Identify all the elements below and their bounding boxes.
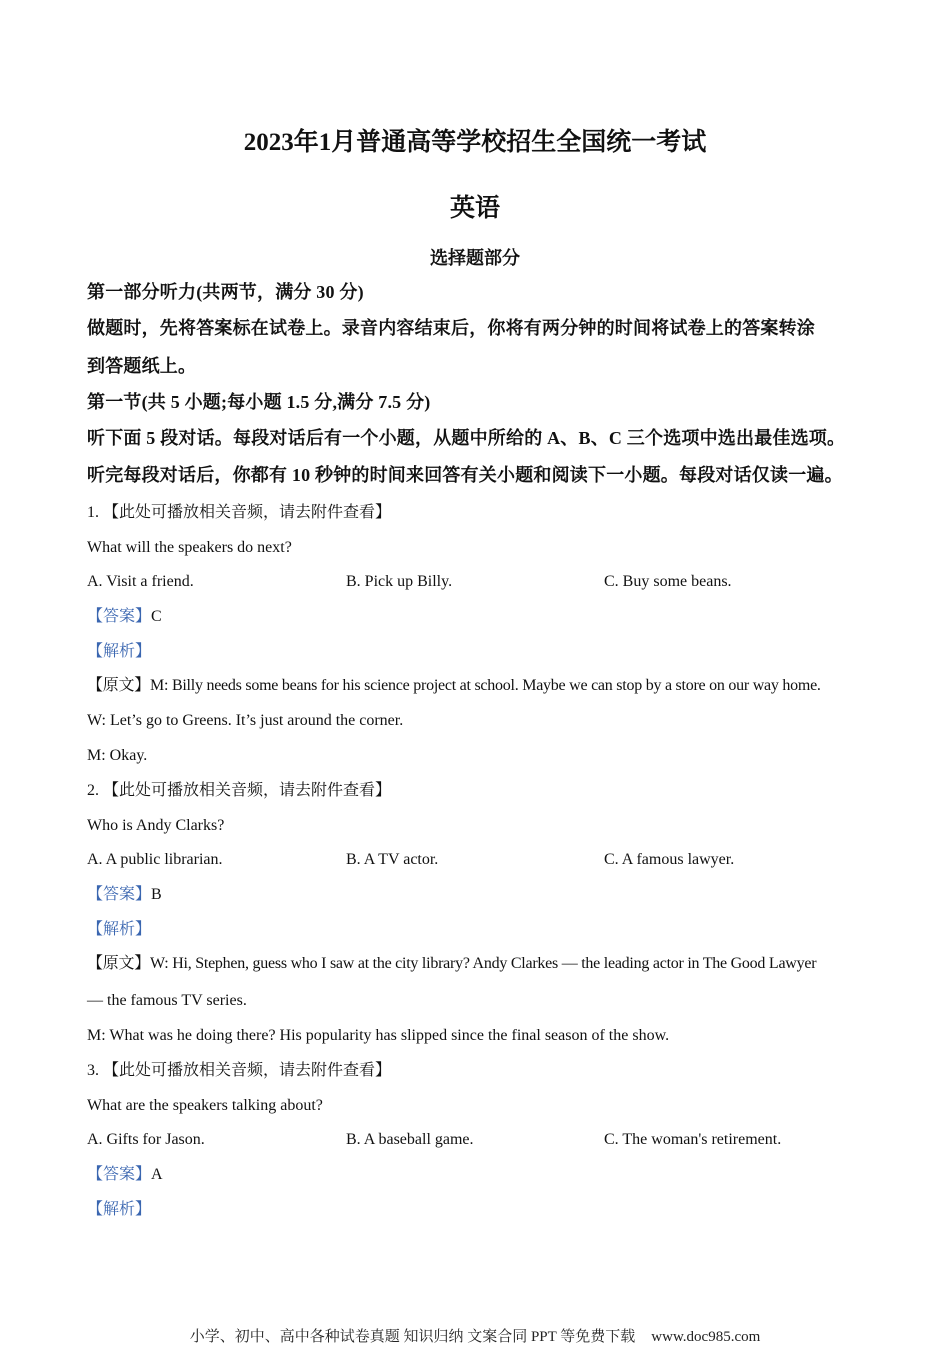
- question-2-header: [87, 781, 391, 801]
- subject-title: 英语: [449, 195, 500, 222]
- exam-title: 2023年1月普通高等学校招生全国统一考试: [243, 129, 707, 156]
- question-2-transcript-line-1: [87, 954, 816, 974]
- question-2-answer: [87, 885, 162, 905]
- question-1-transcript-line-1: [87, 676, 821, 696]
- section-title: 选择题部分: [430, 248, 520, 268]
- question-1-text: What will the speakers do next?: [87, 539, 292, 556]
- original-label: 【原文】: [87, 955, 151, 972]
- question-1-answer: [87, 607, 162, 627]
- question-number: 1.: [87, 504, 103, 521]
- question-1-transcript-line-2: W: Let’s go to Greens. It’s just around the corner.: [87, 712, 404, 729]
- question-3-analysis-label: 【解析】: [87, 1201, 152, 1218]
- question-2-text: Who is Andy Clarks?: [87, 817, 225, 834]
- question-2-option-b: B. A TV actor.: [346, 851, 439, 868]
- description-line-2: 听完每段对话后，你都有 10 秒钟的时间来回答有关小题和阅读下一小题。每段对话仅读一遍。: [87, 465, 843, 485]
- answer-label: 【答案】: [87, 886, 152, 903]
- question-3-header: [87, 1061, 391, 1081]
- question-1-option-a: A. Visit a friend.: [87, 573, 194, 590]
- question-1-option-b: B. Pick up Billy.: [346, 573, 453, 590]
- question-3-option-c: C. The woman's retirement.: [604, 1131, 782, 1148]
- question-2-transcript-line-2: — the famous TV series.: [87, 992, 247, 1009]
- footer-text: 小学、初中、高中各种试卷真题 知识归纳 文案合同 PPT 等免费下载: [189, 1329, 636, 1345]
- question-1-header: [87, 503, 391, 523]
- question-1-transcript-line-3: M: Okay.: [87, 747, 148, 764]
- answer-value: A: [151, 1166, 163, 1183]
- section1-heading: 第一节(共 5 小题;每小题 1.5 分,满分 7.5 分): [87, 392, 431, 412]
- audio-note-link[interactable]: 【此处可播放相关音频，请去附件查看】: [103, 1062, 392, 1079]
- transcript-text: M: Billy needs some beans for his science project at school. Maybe we can stop by a store on our way home.: [150, 677, 821, 694]
- question-2-option-c: C. A famous lawyer.: [604, 851, 735, 868]
- question-number: 3.: [87, 1062, 103, 1079]
- footer-url-link[interactable]: www.doc985.com: [651, 1329, 761, 1345]
- description-line-1: 听下面 5 段对话。每段对话后有一个小题，从题中所给的 A、B、C 三个选项中选出最佳选项。: [87, 428, 846, 448]
- question-number: 2.: [87, 782, 103, 799]
- answer-value: B: [151, 886, 162, 903]
- page-footer: [0, 1325, 950, 1346]
- audio-note-link[interactable]: 【此处可播放相关音频，请去附件查看】: [103, 782, 392, 799]
- transcript-text: W: Hi, Stephen, guess who I saw at the city library? Andy Clarkes — the leading actor in The Good Lawyer: [150, 955, 817, 972]
- question-2-analysis-label: 【解析】: [87, 921, 152, 938]
- question-2-transcript-line-3: M: What was he doing there? His popularity has slipped since the final season of the show.: [87, 1027, 670, 1044]
- answer-label: 【答案】: [87, 1166, 152, 1183]
- question-3-option-a: A. Gifts for Jason.: [87, 1131, 205, 1148]
- part1-heading: 第一部分听力(共两节，满分 30 分): [87, 282, 364, 302]
- audio-note-link[interactable]: 【此处可播放相关音频，请去附件查看】: [103, 504, 392, 521]
- answer-label: 【答案】: [87, 608, 152, 625]
- instruction-line-2: 到答题纸上。: [87, 356, 197, 376]
- question-2-option-a: A. A public librarian.: [87, 851, 223, 868]
- question-3-option-b: B. A baseball game.: [346, 1131, 474, 1148]
- instruction-line-1: 做题时，先将答案标在试卷上。录音内容结束后，你将有两分钟的时间将试卷上的答案转涂: [87, 318, 815, 338]
- question-3-answer: [87, 1165, 163, 1185]
- answer-value: C: [151, 608, 162, 625]
- original-label: 【原文】: [87, 677, 151, 694]
- question-3-text: What are the speakers talking about?: [87, 1097, 323, 1114]
- question-1-analysis-label: 【解析】: [87, 643, 152, 660]
- question-1-option-c: C. Buy some beans.: [604, 573, 732, 590]
